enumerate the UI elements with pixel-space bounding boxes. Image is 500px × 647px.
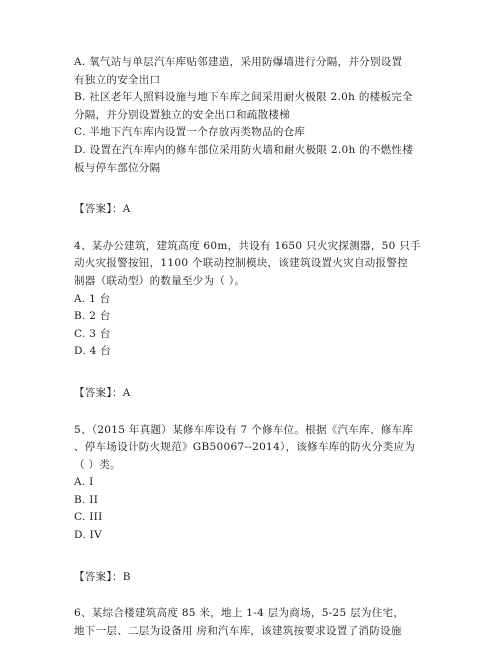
document-page (74, 54, 436, 640)
q4-option-a: A. 1 台 (74, 292, 111, 305)
q3-option-c: C. 半地下汽车库内设置一个存放丙类物品的仓库 (74, 126, 306, 139)
q6-stem-line1: 6、某综合楼建筑高度 85 米，地上 1-4 层为商场，5-25 层为住宅， (74, 607, 405, 620)
question-6 (74, 605, 436, 640)
q4-stem-line1: 4、某办公建筑，建筑高度 60m，共设有 1650 只火灾探测器，50 只手 (74, 239, 421, 252)
q3-option-b-line2: 分隔，并分别设置独立的安全出口和疏散楼梯 (74, 108, 290, 121)
q4-option-c: C. 3 台 (74, 327, 111, 340)
q3-option-b-line1: B. 社区老年人照料设施与地下车库之间采用耐火极限 2.0h 的楼板完全 (74, 91, 413, 104)
question-5 (74, 422, 436, 545)
q4-stem-line2: 动火灾报警按钮，1100 个联动控制模块，该建筑设置火灾自动报警控 (74, 257, 408, 270)
q3-option-d-line2: 板与停车部位分隔 (74, 161, 161, 174)
q5-stem-line1: 5、（2015 年真题）某修车库设有 7 个修车位。根据《汽车库、修车库 (74, 423, 414, 436)
question-4 (74, 238, 436, 361)
q5-option-b: B. II (74, 493, 99, 506)
q5-option-d: D. IV (74, 529, 102, 542)
q5-option-c: C. III (74, 511, 103, 524)
q5-stem-line2: 、停车场设计防火规范》GB50067--2014），该修车库的防火分类应为 (74, 441, 416, 454)
q5-option-a: A. I (74, 476, 94, 489)
q4-answer: 【答案】：A (74, 386, 131, 399)
q3-option-a-line2: 有独立的安全出口 (74, 73, 161, 86)
q3-answer: 【答案】：A (74, 203, 131, 216)
q4-option-d: D. 4 台 (74, 345, 112, 358)
q4-option-b: B. 2 台 (74, 310, 111, 323)
q3-option-d-line1: D. 设置在汽车库内的修车部位采用防火墙和耐火极限 2.0h 的不燃性楼 (74, 143, 414, 156)
q5-stem-line3: （ ）类。 (74, 458, 121, 471)
q5-answer: 【答案】：B (74, 570, 131, 583)
q4-stem-line3: 制器（联动型）的数量至少为（ ）。 (74, 274, 246, 287)
q3-option-a-line1: A. 氧气站与单层汽车库贴邻建造，采用防爆墙进行分隔，并分别设置 (74, 56, 403, 68)
q3-options (74, 54, 436, 177)
q6-stem-line2: 地下一层、二层为设备用 房和汽车库，该建筑按要求设置了消防设施 (74, 624, 402, 637)
